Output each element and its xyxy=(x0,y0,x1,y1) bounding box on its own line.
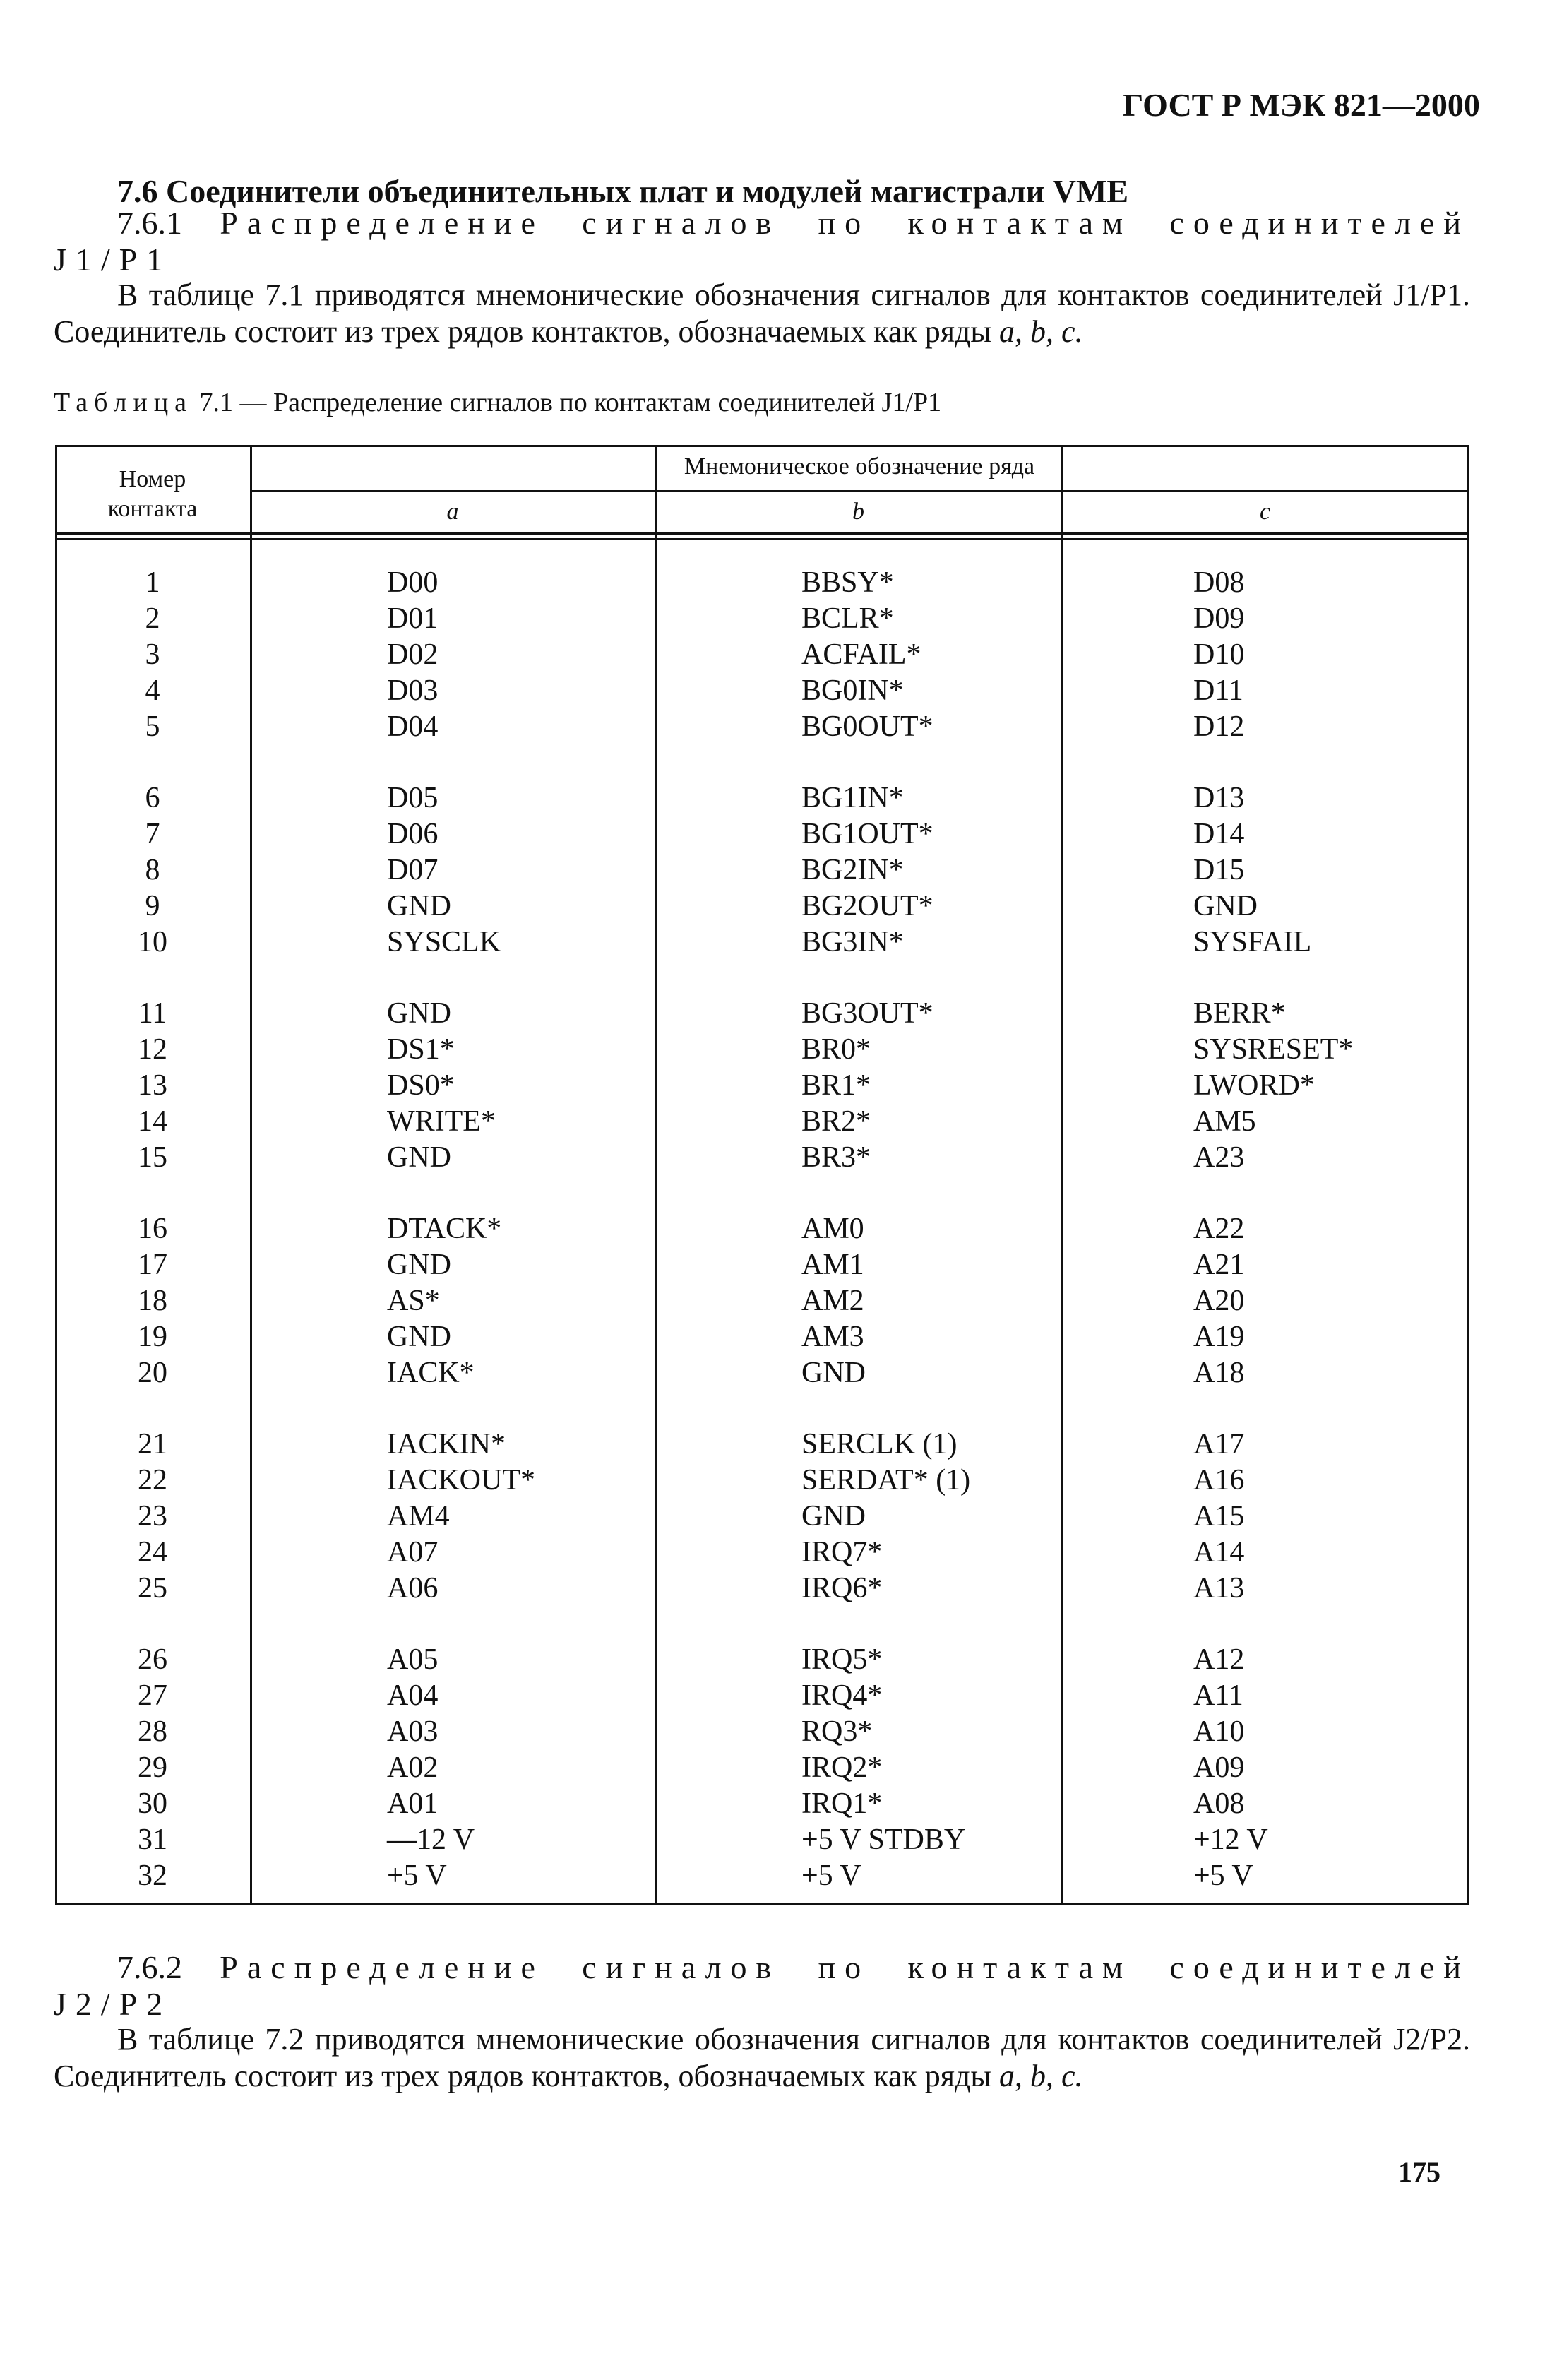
row-a-cell: +5 V xyxy=(387,1860,447,1892)
row-c-cell: D14 xyxy=(1193,818,1245,850)
row-b-cell: BG2OUT* xyxy=(801,890,933,922)
row-group xyxy=(55,1211,1469,1391)
pin-number-cell: 15 xyxy=(138,1141,167,1174)
row-a-cell: D07 xyxy=(387,854,439,886)
table-row xyxy=(55,1463,1469,1499)
row-a-cell: SYSCLK xyxy=(387,926,501,958)
header-mnemonic: Мнемоническое обозначение ряда xyxy=(684,453,1035,480)
row-a-cell: D01 xyxy=(387,602,439,635)
table-row xyxy=(55,1104,1469,1140)
row-c-cell: A20 xyxy=(1193,1285,1245,1317)
table-row xyxy=(55,673,1469,709)
separator: , xyxy=(1014,2059,1030,2093)
separator: , xyxy=(1045,314,1061,349)
row-c-cell: SYSFAIL xyxy=(1193,926,1312,958)
row-a-cell: D04 xyxy=(387,710,439,743)
table-row xyxy=(55,1858,1469,1894)
pin-number-cell: 17 xyxy=(138,1249,167,1281)
row-a-cell: GND xyxy=(387,1249,451,1281)
paragraph-text: В таблице 7.1 приводятся мнемонические обозначения сигналов для контактов соединителей J1/P1. Соединитель состоит из трех рядов контактов, обозначаемых как ряды xyxy=(54,278,1470,349)
heading-word: сигналов xyxy=(582,1949,781,1985)
pin-number-cell: 13 xyxy=(138,1069,167,1102)
table-row xyxy=(55,709,1469,745)
row-b-cell: BG1IN* xyxy=(801,782,904,814)
table-row xyxy=(55,816,1469,852)
pin-number-cell: 9 xyxy=(145,890,160,922)
pin-number-cell: 29 xyxy=(138,1751,167,1784)
header-pin-line2: контакта xyxy=(107,496,198,522)
row-b-cell: ACFAIL* xyxy=(801,638,921,671)
pin-number-cell: 32 xyxy=(138,1860,167,1892)
row-c-cell: A11 xyxy=(1193,1679,1243,1712)
row-a-cell: DS1* xyxy=(387,1033,455,1066)
row-c-cell: D15 xyxy=(1193,854,1245,886)
row-a-cell: WRITE* xyxy=(387,1105,496,1138)
row-a-cell: D00 xyxy=(387,566,439,599)
row-b-cell: IRQ5* xyxy=(801,1643,883,1676)
row-c-cell: D09 xyxy=(1193,602,1245,635)
table-row xyxy=(55,1750,1469,1786)
row-c-cell: SYSRESET* xyxy=(1193,1033,1354,1066)
table-row xyxy=(55,1535,1469,1571)
row-b-cell: GND xyxy=(801,1357,866,1389)
row-c-cell: A14 xyxy=(1193,1536,1245,1569)
pin-number-cell: 21 xyxy=(138,1428,167,1460)
table-row xyxy=(55,852,1469,888)
row-b-cell: IRQ4* xyxy=(801,1679,883,1712)
row-c-cell: A18 xyxy=(1193,1357,1245,1389)
row-c-cell: A08 xyxy=(1193,1787,1245,1820)
pin-number-cell: 11 xyxy=(138,997,167,1030)
table-row xyxy=(55,1822,1469,1858)
row-a-cell: GND xyxy=(387,1141,451,1174)
table-row xyxy=(55,1714,1469,1750)
table-caption xyxy=(54,387,941,418)
table-row xyxy=(55,1355,1469,1391)
row-group xyxy=(55,1427,1469,1607)
heading-word: контактам xyxy=(907,205,1133,241)
row-b-cell: RQ3* xyxy=(801,1715,873,1748)
pin-number-cell: 31 xyxy=(138,1823,167,1856)
pin-number-cell: 20 xyxy=(138,1357,167,1389)
table-divider xyxy=(250,490,1469,492)
row-b-cell: BCLR* xyxy=(801,602,894,635)
row-a-cell: AM4 xyxy=(387,1500,450,1533)
pin-number-cell: 3 xyxy=(145,638,160,671)
pin-number-cell: 25 xyxy=(138,1572,167,1605)
table-row xyxy=(55,888,1469,924)
table-row xyxy=(55,1571,1469,1607)
row-group xyxy=(55,1642,1469,1894)
pin-number-cell: 22 xyxy=(138,1464,167,1497)
pin-number-cell: 6 xyxy=(145,782,160,814)
pin-number-cell: 1 xyxy=(145,566,160,599)
table-caption-text: 7.1 — Распределение сигналов по контактам соединителей J1/P1 xyxy=(199,388,942,417)
row-group xyxy=(55,996,1469,1176)
row-a-cell: IACK* xyxy=(387,1357,475,1389)
row-a-cell: A06 xyxy=(387,1572,439,1605)
paragraph-text: В таблице 7.2 приводятся мнемонические обозначения сигналов для контактов соединителей J2/P2. Соединитель состоит из трех рядов контактов, обозначаемых как ряды xyxy=(54,2022,1470,2093)
table-body xyxy=(55,565,1469,1894)
row-a-cell: —12 V xyxy=(387,1823,475,1856)
row-letter-b: b xyxy=(1030,2059,1046,2093)
row-b-cell: BG1OUT* xyxy=(801,818,933,850)
page-number: 175 xyxy=(1398,2156,1440,2188)
row-a-cell: A07 xyxy=(387,1536,439,1569)
pin-number-cell: 28 xyxy=(138,1715,167,1748)
pin-number-cell: 24 xyxy=(138,1536,167,1569)
row-a-cell: GND xyxy=(387,997,451,1030)
header-pin-line1: Номер xyxy=(119,466,186,492)
subsection-heading-7-6-2 xyxy=(54,1949,1470,2023)
row-a-cell: A05 xyxy=(387,1643,439,1676)
row-b-cell: GND xyxy=(801,1500,866,1533)
table-row xyxy=(55,565,1469,601)
row-a-cell: D03 xyxy=(387,674,439,707)
separator: , xyxy=(1045,2059,1061,2093)
table-row xyxy=(55,1032,1469,1068)
row-b-cell: +5 V xyxy=(801,1860,861,1892)
header-row-c: c xyxy=(1259,499,1271,525)
pin-number-cell: 7 xyxy=(145,818,160,850)
table-row xyxy=(55,1427,1469,1463)
row-c-cell: LWORD* xyxy=(1193,1069,1315,1102)
table-row xyxy=(55,1068,1469,1104)
header-row-a: a xyxy=(446,499,459,525)
row-c-cell: A21 xyxy=(1193,1249,1245,1281)
heading-word: по xyxy=(818,1949,871,1985)
section-title: 7.6 Соединители объединительных плат и модулей магистрали VME xyxy=(117,173,1129,209)
row-c-cell: A12 xyxy=(1193,1643,1245,1676)
row-b-cell: BG3IN* xyxy=(801,926,904,958)
row-letter-c: c. xyxy=(1061,2059,1083,2093)
pin-number-cell: 16 xyxy=(138,1213,167,1245)
row-b-cell: AM3 xyxy=(801,1321,864,1353)
row-b-cell: BR1* xyxy=(801,1069,871,1102)
pin-number-cell: 18 xyxy=(138,1285,167,1317)
pin-number-cell: 5 xyxy=(145,710,160,743)
paragraph-7-6-1 xyxy=(54,277,1470,350)
pin-number-cell: 12 xyxy=(138,1033,167,1066)
table-row xyxy=(55,1140,1469,1176)
heading-word: сигналов xyxy=(582,205,781,241)
row-group xyxy=(55,780,1469,960)
table-divider xyxy=(55,532,1469,535)
table-divider xyxy=(55,538,1469,540)
row-b-cell: BR0* xyxy=(801,1033,871,1066)
row-c-cell: A17 xyxy=(1193,1428,1245,1460)
table-row xyxy=(55,780,1469,816)
row-b-cell: IRQ6* xyxy=(801,1572,883,1605)
row-c-cell: +12 V xyxy=(1193,1823,1268,1856)
row-b-cell: +5 V STDBY xyxy=(801,1823,966,1856)
pin-number-cell: 4 xyxy=(145,674,160,707)
pin-number-cell: 23 xyxy=(138,1500,167,1533)
row-a-cell: A02 xyxy=(387,1751,439,1784)
heading-tail: J1/P1 xyxy=(54,242,172,278)
row-a-cell: D05 xyxy=(387,782,439,814)
table-row xyxy=(55,601,1469,637)
table-row xyxy=(55,1499,1469,1535)
table-row xyxy=(55,1211,1469,1247)
table-caption-word: Таблица xyxy=(54,388,193,417)
table-row xyxy=(55,1786,1469,1822)
paragraph-7-6-2 xyxy=(54,2021,1470,2095)
pin-number-cell: 8 xyxy=(145,854,160,886)
row-c-cell: D11 xyxy=(1193,674,1243,707)
row-c-cell: D08 xyxy=(1193,566,1245,599)
heading-word: Распределение xyxy=(220,1949,544,1985)
row-letter-a: a xyxy=(998,314,1015,349)
row-b-cell: SERDAT* (1) xyxy=(801,1464,971,1497)
row-c-cell: A10 xyxy=(1193,1715,1245,1748)
row-a-cell: A03 xyxy=(387,1715,439,1748)
row-a-cell: D06 xyxy=(387,818,439,850)
row-c-cell: D10 xyxy=(1193,638,1245,671)
row-c-cell: A13 xyxy=(1193,1572,1245,1605)
subsection-number: 7.6.1 xyxy=(117,205,182,241)
row-b-cell: BR3* xyxy=(801,1141,871,1174)
subsection-number: 7.6.2 xyxy=(117,1949,182,1985)
page-header-standard: ГОСТ Р МЭК 821—2000 xyxy=(1123,87,1480,123)
row-a-cell: DS0* xyxy=(387,1069,455,1102)
row-c-cell: +5 V xyxy=(1193,1860,1253,1892)
pin-number-cell: 10 xyxy=(138,926,167,958)
pin-number-cell: 14 xyxy=(138,1105,167,1138)
row-b-cell: BBSY* xyxy=(801,566,894,599)
row-a-cell: A01 xyxy=(387,1787,439,1820)
table-row xyxy=(55,996,1469,1032)
row-b-cell: BR2* xyxy=(801,1105,871,1138)
row-b-cell: AM0 xyxy=(801,1213,864,1245)
row-b-cell: BG0OUT* xyxy=(801,710,933,743)
row-c-cell: AM5 xyxy=(1193,1105,1256,1138)
row-a-cell: IACKIN* xyxy=(387,1428,506,1460)
heading-word: соединителей xyxy=(1169,205,1470,241)
row-b-cell: IRQ2* xyxy=(801,1751,883,1784)
pin-number-cell: 26 xyxy=(138,1643,167,1676)
row-c-cell: GND xyxy=(1193,890,1258,922)
row-b-cell: IRQ1* xyxy=(801,1787,883,1820)
row-b-cell: BG0IN* xyxy=(801,674,904,707)
row-group xyxy=(55,565,1469,745)
pin-number-cell: 27 xyxy=(138,1679,167,1712)
row-c-cell: D13 xyxy=(1193,782,1245,814)
heading-word: по xyxy=(818,205,871,241)
row-b-cell: AM2 xyxy=(801,1285,864,1317)
heading-word: соединителей xyxy=(1169,1949,1470,1985)
row-a-cell: DTACK* xyxy=(387,1213,502,1245)
row-a-cell: D02 xyxy=(387,638,439,671)
row-c-cell: A23 xyxy=(1193,1141,1245,1174)
row-c-cell: D12 xyxy=(1193,710,1245,743)
row-a-cell: GND xyxy=(387,890,451,922)
row-letter-b: b xyxy=(1030,314,1046,349)
subsection-heading-7-6-1 xyxy=(54,205,1470,278)
heading-word: контактам xyxy=(907,1949,1133,1985)
pin-number-cell: 19 xyxy=(138,1321,167,1353)
row-a-cell: IACKOUT* xyxy=(387,1464,535,1497)
table-row xyxy=(55,1247,1469,1283)
pin-number-cell: 30 xyxy=(138,1787,167,1820)
header-pin-number xyxy=(55,465,250,524)
row-a-cell: AS* xyxy=(387,1285,440,1317)
separator: , xyxy=(1014,314,1030,349)
row-c-cell: A09 xyxy=(1193,1751,1245,1784)
header-row-b: b xyxy=(852,499,864,525)
row-c-cell: BERR* xyxy=(1193,997,1286,1030)
table-row xyxy=(55,637,1469,673)
row-letter-c: c. xyxy=(1061,314,1083,349)
signal-table xyxy=(55,445,1469,1905)
row-b-cell: BG3OUT* xyxy=(801,997,933,1030)
row-b-cell: IRQ7* xyxy=(801,1536,883,1569)
table-row xyxy=(55,1319,1469,1355)
row-b-cell: AM1 xyxy=(801,1249,864,1281)
table-row xyxy=(55,1678,1469,1714)
table-row xyxy=(55,924,1469,960)
row-c-cell: A16 xyxy=(1193,1464,1245,1497)
heading-tail: J2/P2 xyxy=(54,1986,172,2022)
table-row xyxy=(55,1642,1469,1678)
row-c-cell: A22 xyxy=(1193,1213,1245,1245)
heading-word: Распределение xyxy=(220,205,544,241)
pin-number-cell: 2 xyxy=(145,602,160,635)
row-letter-a: a xyxy=(998,2059,1015,2093)
row-a-cell: A04 xyxy=(387,1679,439,1712)
row-b-cell: BG2IN* xyxy=(801,854,904,886)
row-b-cell: SERCLK (1) xyxy=(801,1428,958,1460)
table-row xyxy=(55,1283,1469,1319)
row-c-cell: A15 xyxy=(1193,1500,1245,1533)
row-a-cell: GND xyxy=(387,1321,451,1353)
row-c-cell: A19 xyxy=(1193,1321,1245,1353)
